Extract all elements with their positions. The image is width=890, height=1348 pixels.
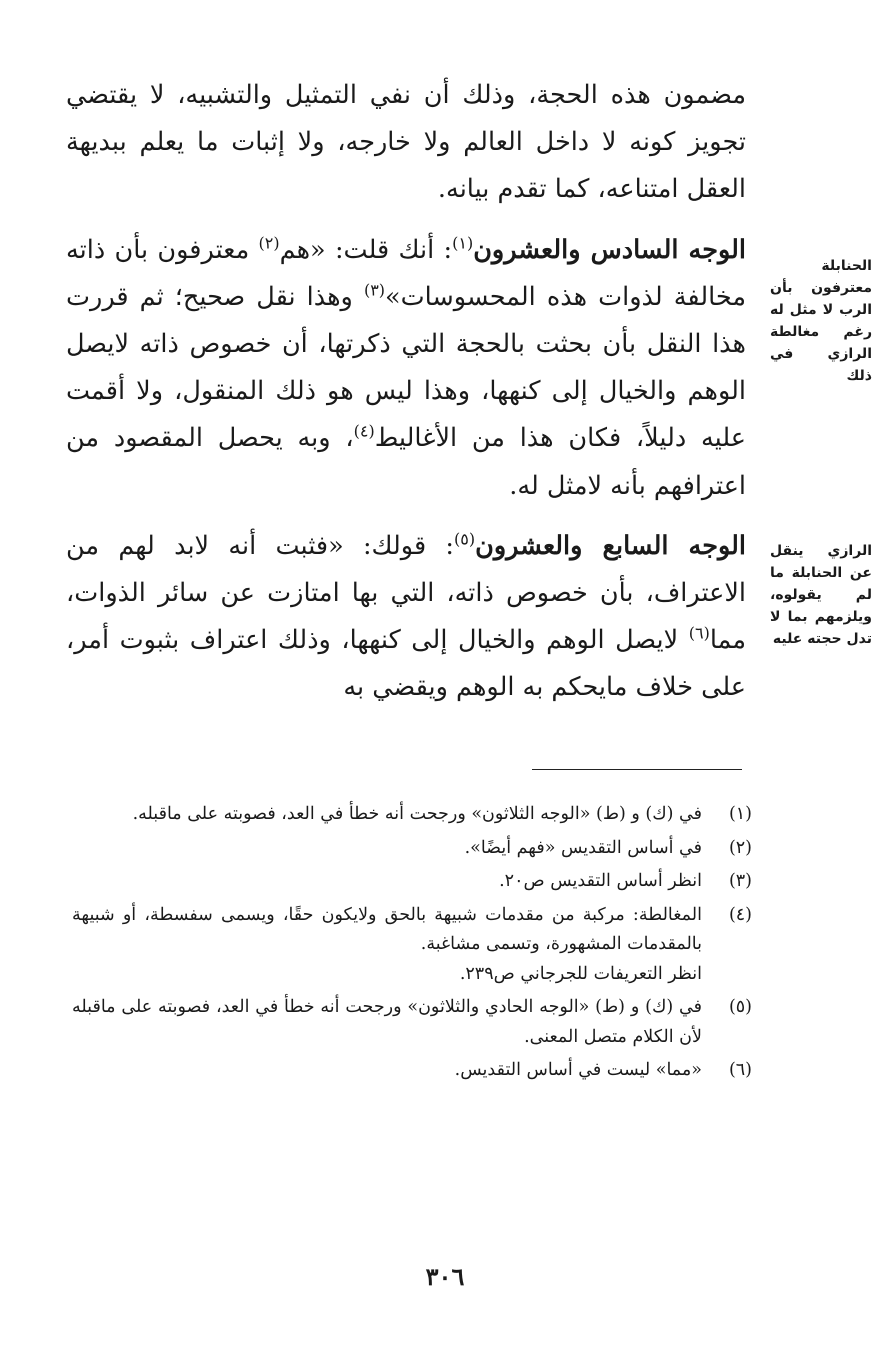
footnote-text: في (ك) و (ط) «الوجه الحادي والثلاثون» ورجحت أنه خطأ في العد، فصوبته على ماقبله لأن الكلام متصل المعنى.	[72, 997, 702, 1047]
footnote-text: في (ك) و (ط) «الوجه الثلاثون» ورجحت أنه خطأ في العد، فصوبته على ماقبله.	[132, 804, 702, 824]
footnote-number: (١)	[728, 804, 752, 824]
footnote-item	[72, 1056, 752, 1086]
footnote-ref-1[interactable]: (١)	[452, 233, 474, 253]
paragraph-3: الوجه السابع والعشرون$^{(٥)}$: قولك: «فثبت أنه لابد لهم من الاعتراف، بأن خصوص ذاته، التي بها امتازت عن سائر الذوات، مما$^{(٦)}$ لايصل الوهم والخيال إلى كنهها، وذلك اعتراف بثبوت أمر، على خلاف مايحكم به الوهم ويقضي به	[66, 529, 746, 703]
page-number: ٣٠٦	[425, 1262, 465, 1291]
footnote-ref-2[interactable]: (٢)	[258, 233, 280, 253]
paragraph-1: مضمون هذه الحجة، وذلك أن نفي التمثيل والتشبيه، لا يقتضي تجويز كونه لا داخل العالم ولا خارجه، ولا إثبات ما يعلم ببديهة العقل امتناعه، كما تقدم بيانه.	[66, 80, 746, 205]
margin-note-1: الحنابلة معترفون بأن الرب لا مثل له رغم مغالطة الرازي في ذلك	[770, 258, 872, 384]
footnote-ref-4[interactable]: (٤)	[353, 421, 375, 441]
footnote-text: في أساس التقديس «فهم أيضًا».	[464, 837, 702, 858]
footnote-text: المغالطة: مركبة من مقدمات شبيهة بالحق ولايكون حقًا، ويسمى سفسطة، أو شبيهة بالمقدمات المشهورة، وتسمى مشاغبة.	[72, 904, 702, 954]
footnote-item	[72, 800, 752, 830]
footnote-text: «مما» ليست في أساس التقديس.	[454, 1060, 702, 1080]
footnote-number: (٢)	[728, 837, 752, 858]
footnote-number: (٣)	[728, 871, 752, 891]
footnote-item	[72, 993, 752, 1052]
footnote-ref-3[interactable]: (٣)	[363, 280, 386, 300]
paragraph-2: الوجه السادس والعشرون$^{(١)}$: أنك قلت: «هم$^{(٢)}$ معترفون بأن ذاته مخالفة لذوات هذه المحسوسات»$^{(٣)}$ وهذا نقل صحيح؛ ثم قررت هذا النقل بأن بحثت بالحجة التي ذكرتها، أن خصوص ذاته لايصل الوهم والخيال إلى كنهها، وهذا ليس هو ذلك المنقول، ولا أقمت عليه دليلاً، فكان هذا من الأغاليط$^{(٤)}$، وبه يحصل المقصود من اعترافهم بأنه لامثل له.	[66, 233, 747, 501]
footnote-ref-6[interactable]: (٦)	[688, 623, 710, 643]
footnote-reference: انظر التعريفات للجرجاني ص٢٣٩.	[459, 963, 702, 984]
footnote-number: (٥)	[728, 997, 752, 1017]
footnote-item	[72, 834, 752, 864]
footnote-text: انظر أساس التقديس ص٢٠.	[499, 871, 702, 891]
footnote-divider	[532, 769, 742, 770]
footnote-number: (٦)	[728, 1060, 752, 1080]
main-text	[66, 72, 746, 712]
section-heading-26: الوجه السادس والعشرون	[473, 234, 747, 265]
footnote-number: (٤)	[728, 904, 752, 925]
footnotes	[72, 800, 752, 1086]
margin-note-2: الرازي ينقل عن الحنابلة ما لم يقولوه، ويلزمهم بما لا تدل حجته عليه	[770, 543, 872, 647]
footnote-ref-5[interactable]: (٥)	[454, 529, 476, 549]
footnote-item	[72, 901, 752, 990]
section-heading-27: الوجه السابع والعشرون	[475, 530, 746, 561]
footnote-item	[72, 867, 752, 897]
